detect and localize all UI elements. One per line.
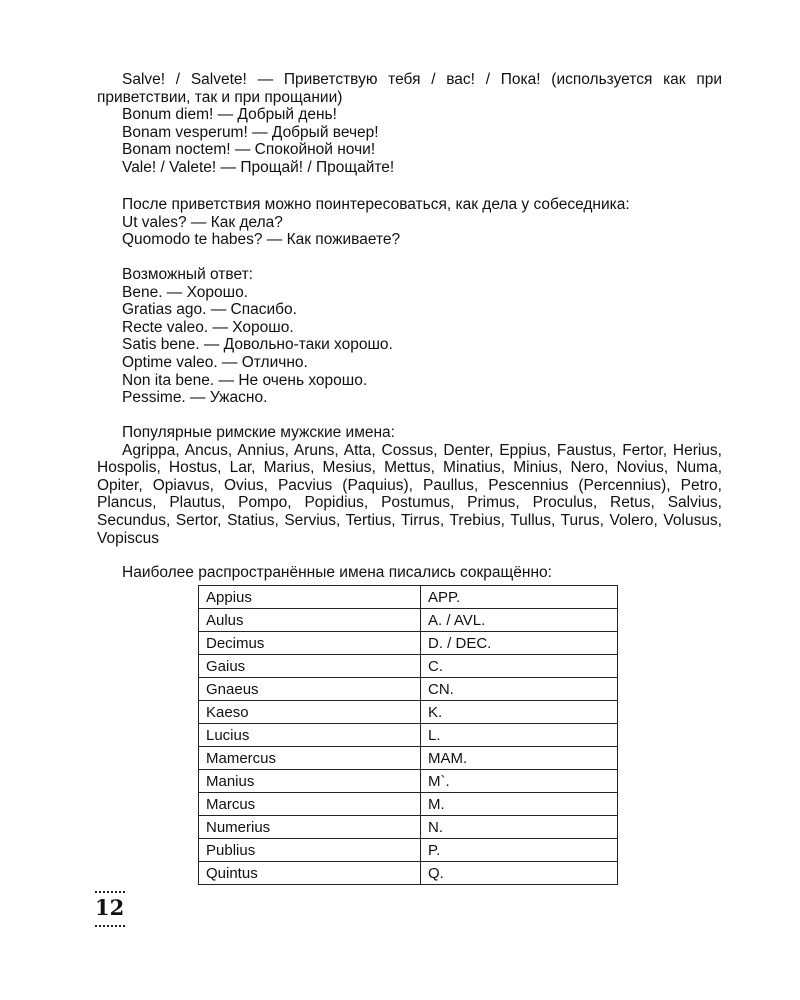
name-cell: Manius [199, 770, 421, 793]
page-number-dots-bottom [95, 925, 125, 927]
abbreviation-table [198, 585, 618, 885]
phrase-line: Quomodo te habes? — Как поживаете? [122, 231, 401, 249]
names-list: Agrippa, Ancus, Annius, Aruns, Atta, Cossus, Denter, Eppius, Faustus, Fertor, Herius, Hospolis, Hostus, Lar, Marius, Mesius, Mettus, Minatius, Minius, Nero, Novius, Numa, Opiter, Opiavus, Ovius, Pacvius (Paquius), Paullus, Pescennius (Percennius), Petro, Plancus, Plautus, Pompo, Popidius, Postumus, Primus, Proculus, Retus, Salvius, Secundus, Sertor, Statius, Servius, Tertius, Tirrus, Trebius, Tullus, Turus, Volero, Volusus, Vopiscus [97, 441, 722, 547]
table-row [199, 747, 618, 770]
name-cell: Mamercus [199, 747, 421, 770]
abbrev-section [97, 564, 722, 582]
table-row [199, 770, 618, 793]
table-row [199, 678, 618, 701]
abbreviation-cell: C. [421, 655, 618, 678]
table-row [199, 793, 618, 816]
phrase-line: Bene. — Хорошо. [122, 283, 249, 301]
name-cell: Numerius [199, 816, 421, 839]
phrase-line: Bonam noctem! — Спокойной ночи! [122, 141, 376, 159]
questions-intro: После приветствия можно поинтересоваться, как дела у собеседника: [122, 196, 630, 213]
greetings-intro: Salve! / Salvete! — Приветствую тебя / вас! / Пока! (используется как при приветствии, так и при прощании) [97, 71, 722, 106]
questions-section [97, 196, 722, 249]
abbreviation-cell: N. [421, 816, 618, 839]
table-row [199, 701, 618, 724]
phrase-line: Recte valeo. — Хорошо. [122, 318, 294, 336]
phrase-line: Optime valeo. — Отлично. [122, 353, 308, 371]
phrase-line: Bonam vesperum! — Добрый вечер! [122, 123, 379, 141]
page-number: 12 [95, 895, 125, 920]
abbreviation-cell: APP. [421, 586, 618, 609]
table-row [199, 655, 618, 678]
abbreviation-cell: D. / DEC. [421, 632, 618, 655]
table-row [199, 632, 618, 655]
table-row [199, 724, 618, 747]
abbrev-intro: Наиболее распространённые имена писались сокращённо: [122, 564, 552, 581]
names-section [97, 424, 722, 547]
name-cell: Publius [199, 839, 421, 862]
name-cell: Appius [199, 586, 421, 609]
name-cell: Gaius [199, 655, 421, 678]
name-cell: Lucius [199, 724, 421, 747]
phrase-line: Bonum diem! — Добрый день! [122, 106, 337, 124]
phrase-line: Satis bene. — Довольно-таки хорошо. [122, 336, 393, 354]
name-cell: Quintus [199, 862, 421, 885]
name-cell: Kaeso [199, 701, 421, 724]
phrase-line: Pessime. — Ужасно. [122, 389, 268, 407]
table-row [199, 816, 618, 839]
phrase-line: Vale! / Valete! — Прощай! / Прощайте! [122, 158, 395, 176]
names-intro: Популярные римские мужские имена: [122, 424, 395, 441]
phrase-line: Non ita bene. — Не очень хорошо. [122, 371, 368, 389]
phrase-line: Gratias ago. — Спасибо. [122, 301, 297, 319]
abbreviation-cell: CN. [421, 678, 618, 701]
name-cell: Marcus [199, 793, 421, 816]
table-row [199, 862, 618, 885]
table-row [199, 839, 618, 862]
abbreviation-cell: M`. [421, 770, 618, 793]
name-cell: Gnaeus [199, 678, 421, 701]
abbreviation-cell: K. [421, 701, 618, 724]
abbreviation-cell: L. [421, 724, 618, 747]
table-row [199, 586, 618, 609]
greetings-section [97, 71, 722, 177]
name-cell: Decimus [199, 632, 421, 655]
abbreviation-cell: MAM. [421, 747, 618, 770]
abbreviation-cell: P. [421, 839, 618, 862]
answers-section [97, 266, 722, 407]
abbreviation-cell: A. / AVL. [421, 609, 618, 632]
name-cell: Aulus [199, 609, 421, 632]
answers-intro: Возможный ответ: [122, 266, 253, 283]
phrase-line: Ut vales? — Как дела? [122, 213, 283, 231]
abbreviation-cell: Q. [421, 862, 618, 885]
table-row [199, 609, 618, 632]
page-number-dots-top [95, 891, 125, 893]
abbreviation-cell: M. [421, 793, 618, 816]
